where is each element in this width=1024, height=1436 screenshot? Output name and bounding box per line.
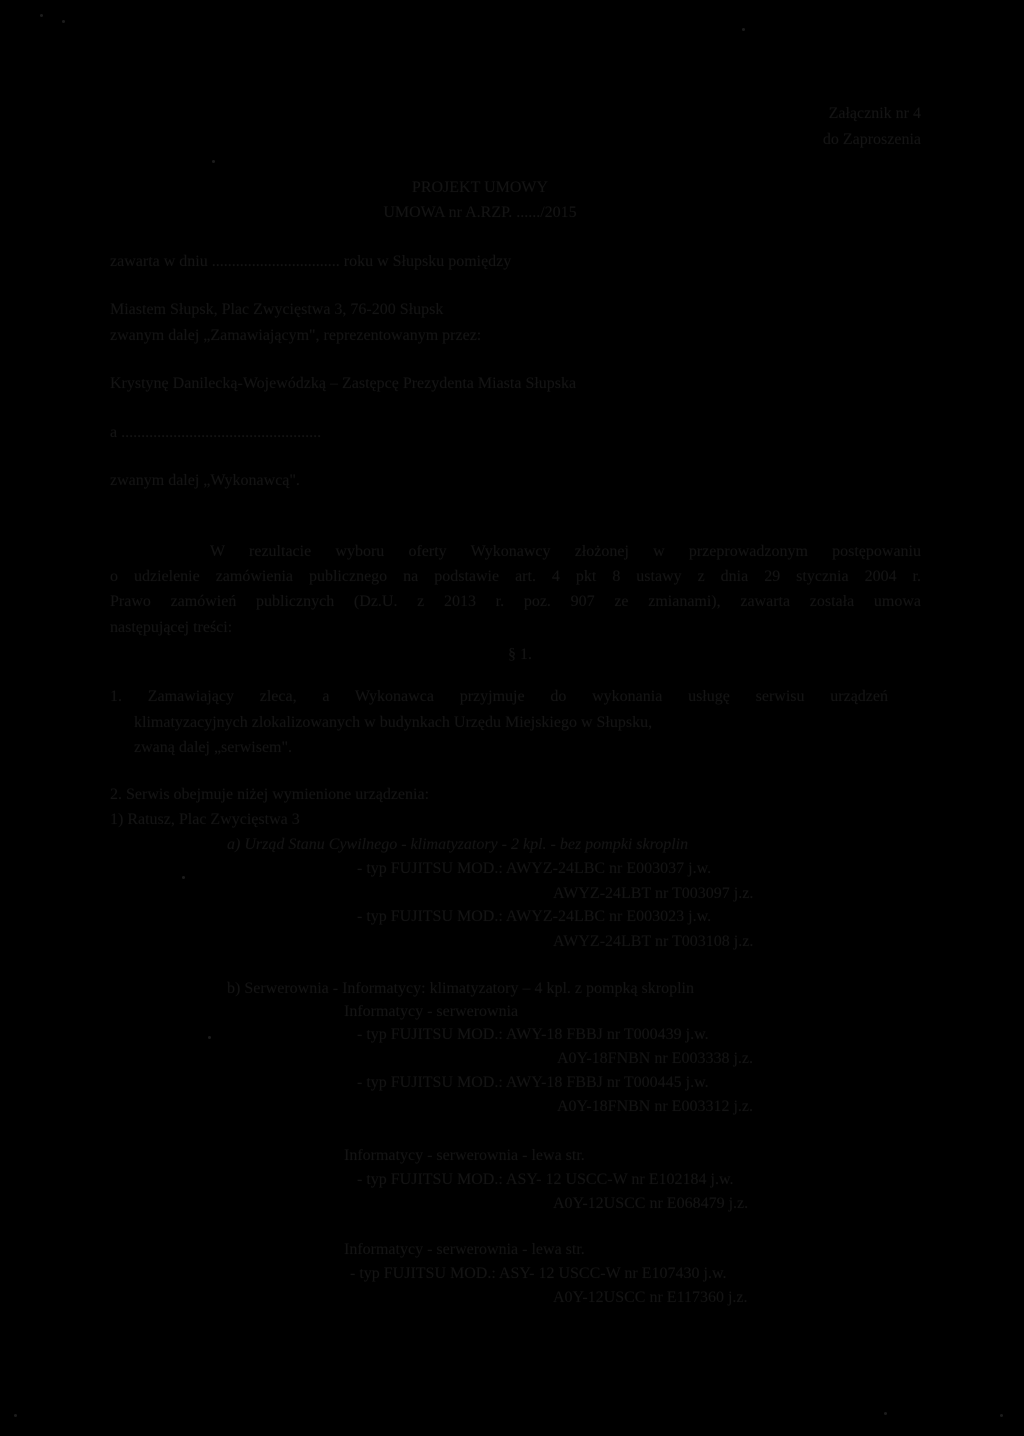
scan-speck bbox=[14, 1414, 17, 1417]
party2-placeholder: a .................................................. bbox=[110, 424, 322, 441]
party1-called: zwanym dalej „Zamawiającym", reprezentowanym przez: bbox=[110, 327, 482, 344]
concluded-line: zawarta w dniu ................................ roku w Słupsku pomiędzy bbox=[110, 253, 512, 270]
scan-speck bbox=[742, 28, 745, 31]
group-a-unit-1-indoor: - typ FUJITSU MOD.: AWYZ-24LBC nr E003037 j.w. bbox=[357, 860, 712, 877]
group-b-sub2: Informatycy - serwerownia - lewa str. bbox=[344, 1147, 585, 1164]
clause1-line-2: klimatyzacyjnych zlokalizowanych w budynkach Urzędu Miejskiego w Słupsku, bbox=[134, 714, 653, 731]
preamble-line-4: następującej treści: bbox=[110, 619, 233, 636]
location-ratusz: 1) Ratusz, Plac Zwycięstwa 3 bbox=[110, 811, 300, 828]
group-b-unit-2-indoor: - typ FUJITSU MOD.: AWY-18 FBBJ nr T000445 j.w. bbox=[357, 1074, 709, 1091]
group-a-heading: a) Urząd Stanu Cywilnego - klimatyzatory - 2 kpl. - bez pompki skroplin bbox=[227, 836, 689, 853]
section-mark: § 1. bbox=[508, 646, 532, 663]
scan-speck bbox=[208, 1036, 211, 1039]
document-title: PROJEKT UMOWY bbox=[411, 179, 549, 196]
scan-speck bbox=[1000, 1414, 1003, 1417]
group-b-unit-4-outdoor: A0Y-12USCC nr E117360 j.z. bbox=[553, 1289, 748, 1306]
annex-label-line1: Załącznik nr 4 bbox=[828, 105, 921, 122]
scan-speck bbox=[182, 876, 185, 879]
scan-speck bbox=[884, 1412, 887, 1415]
group-b-unit-1-outdoor: A0Y-18FNBN nr E003338 j.z. bbox=[557, 1050, 753, 1067]
preamble-line-3: Prawo zamówień publicznych (Dz.U. z 2013 r. poz. 907 ze zmianami), zawarta została umowa bbox=[110, 593, 921, 610]
group-b-unit-3-indoor: - typ FUJITSU MOD.: ASY- 12 USCC-W nr E102184 j.w. bbox=[357, 1171, 734, 1188]
group-b-sub1: Informatycy - serwerownia bbox=[344, 1003, 519, 1020]
scan-speck bbox=[212, 160, 215, 163]
group-b-heading: b) Serwerownia - Informatycy: klimatyzatory – 4 kpl. z pompką skroplin bbox=[227, 980, 694, 997]
group-b-unit-2-outdoor: A0Y-18FNBN nr E003312 j.z. bbox=[557, 1098, 753, 1115]
contract-number: UMOWA nr A.RZP. ....../2015 bbox=[383, 204, 577, 221]
clause2-intro: 2. Serwis obejmuje niżej wymienione urządzenia: bbox=[110, 786, 430, 803]
group-b-unit-3-outdoor: A0Y-12USCC nr E068479 j.z. bbox=[553, 1195, 749, 1212]
clause1-line-3: zwaną dalej „serwisem". bbox=[134, 739, 293, 756]
party1-name: Miastem Słupsk, Plac Zwycięstwa 3, 76-200 Słupsk bbox=[110, 301, 444, 318]
party2-called: zwanym dalej „Wykonawcą". bbox=[110, 472, 300, 489]
group-a-unit-1-outdoor: AWYZ-24LBT nr T003097 j.z. bbox=[553, 885, 754, 902]
clause1-line-1: 1. Zamawiający zleca, a Wykonawca przyjmuje do wykonania usługę serwisu urządzeń bbox=[110, 688, 888, 705]
preamble-line-2: o udzielenie zamówienia publicznego na podstawie art. 4 pkt 8 ustawy z dnia 29 stycznia 2004 r. bbox=[110, 568, 921, 585]
scan-speck bbox=[40, 14, 43, 17]
group-a-unit-2-outdoor: AWYZ-24LBT nr T003108 j.z. bbox=[553, 933, 754, 950]
preamble-line-1: W rezultacie wyboru oferty Wykonawcy złożonej w przeprowadzonym postępowaniu bbox=[210, 543, 921, 560]
group-b-sub3: Informatycy - serwerownia - lewa str. bbox=[344, 1241, 585, 1258]
group-a-unit-2-indoor: - typ FUJITSU MOD.: AWYZ-24LBC nr E003023 j.w. bbox=[357, 908, 712, 925]
group-b-unit-1-indoor: - typ FUJITSU MOD.: AWY-18 FBBJ nr T000439 j.w. bbox=[357, 1026, 709, 1043]
scan-speck bbox=[62, 20, 65, 23]
representative: Krystynę Danilecką-Wojewódzką – Zastępcę Prezydenta Miasta Słupska bbox=[110, 375, 577, 392]
annex-label-line2: do Zaproszenia bbox=[822, 131, 921, 148]
group-b-unit-4-indoor: - typ FUJITSU MOD.: ASY- 12 USCC-W nr E107430 j.w. bbox=[350, 1265, 727, 1282]
